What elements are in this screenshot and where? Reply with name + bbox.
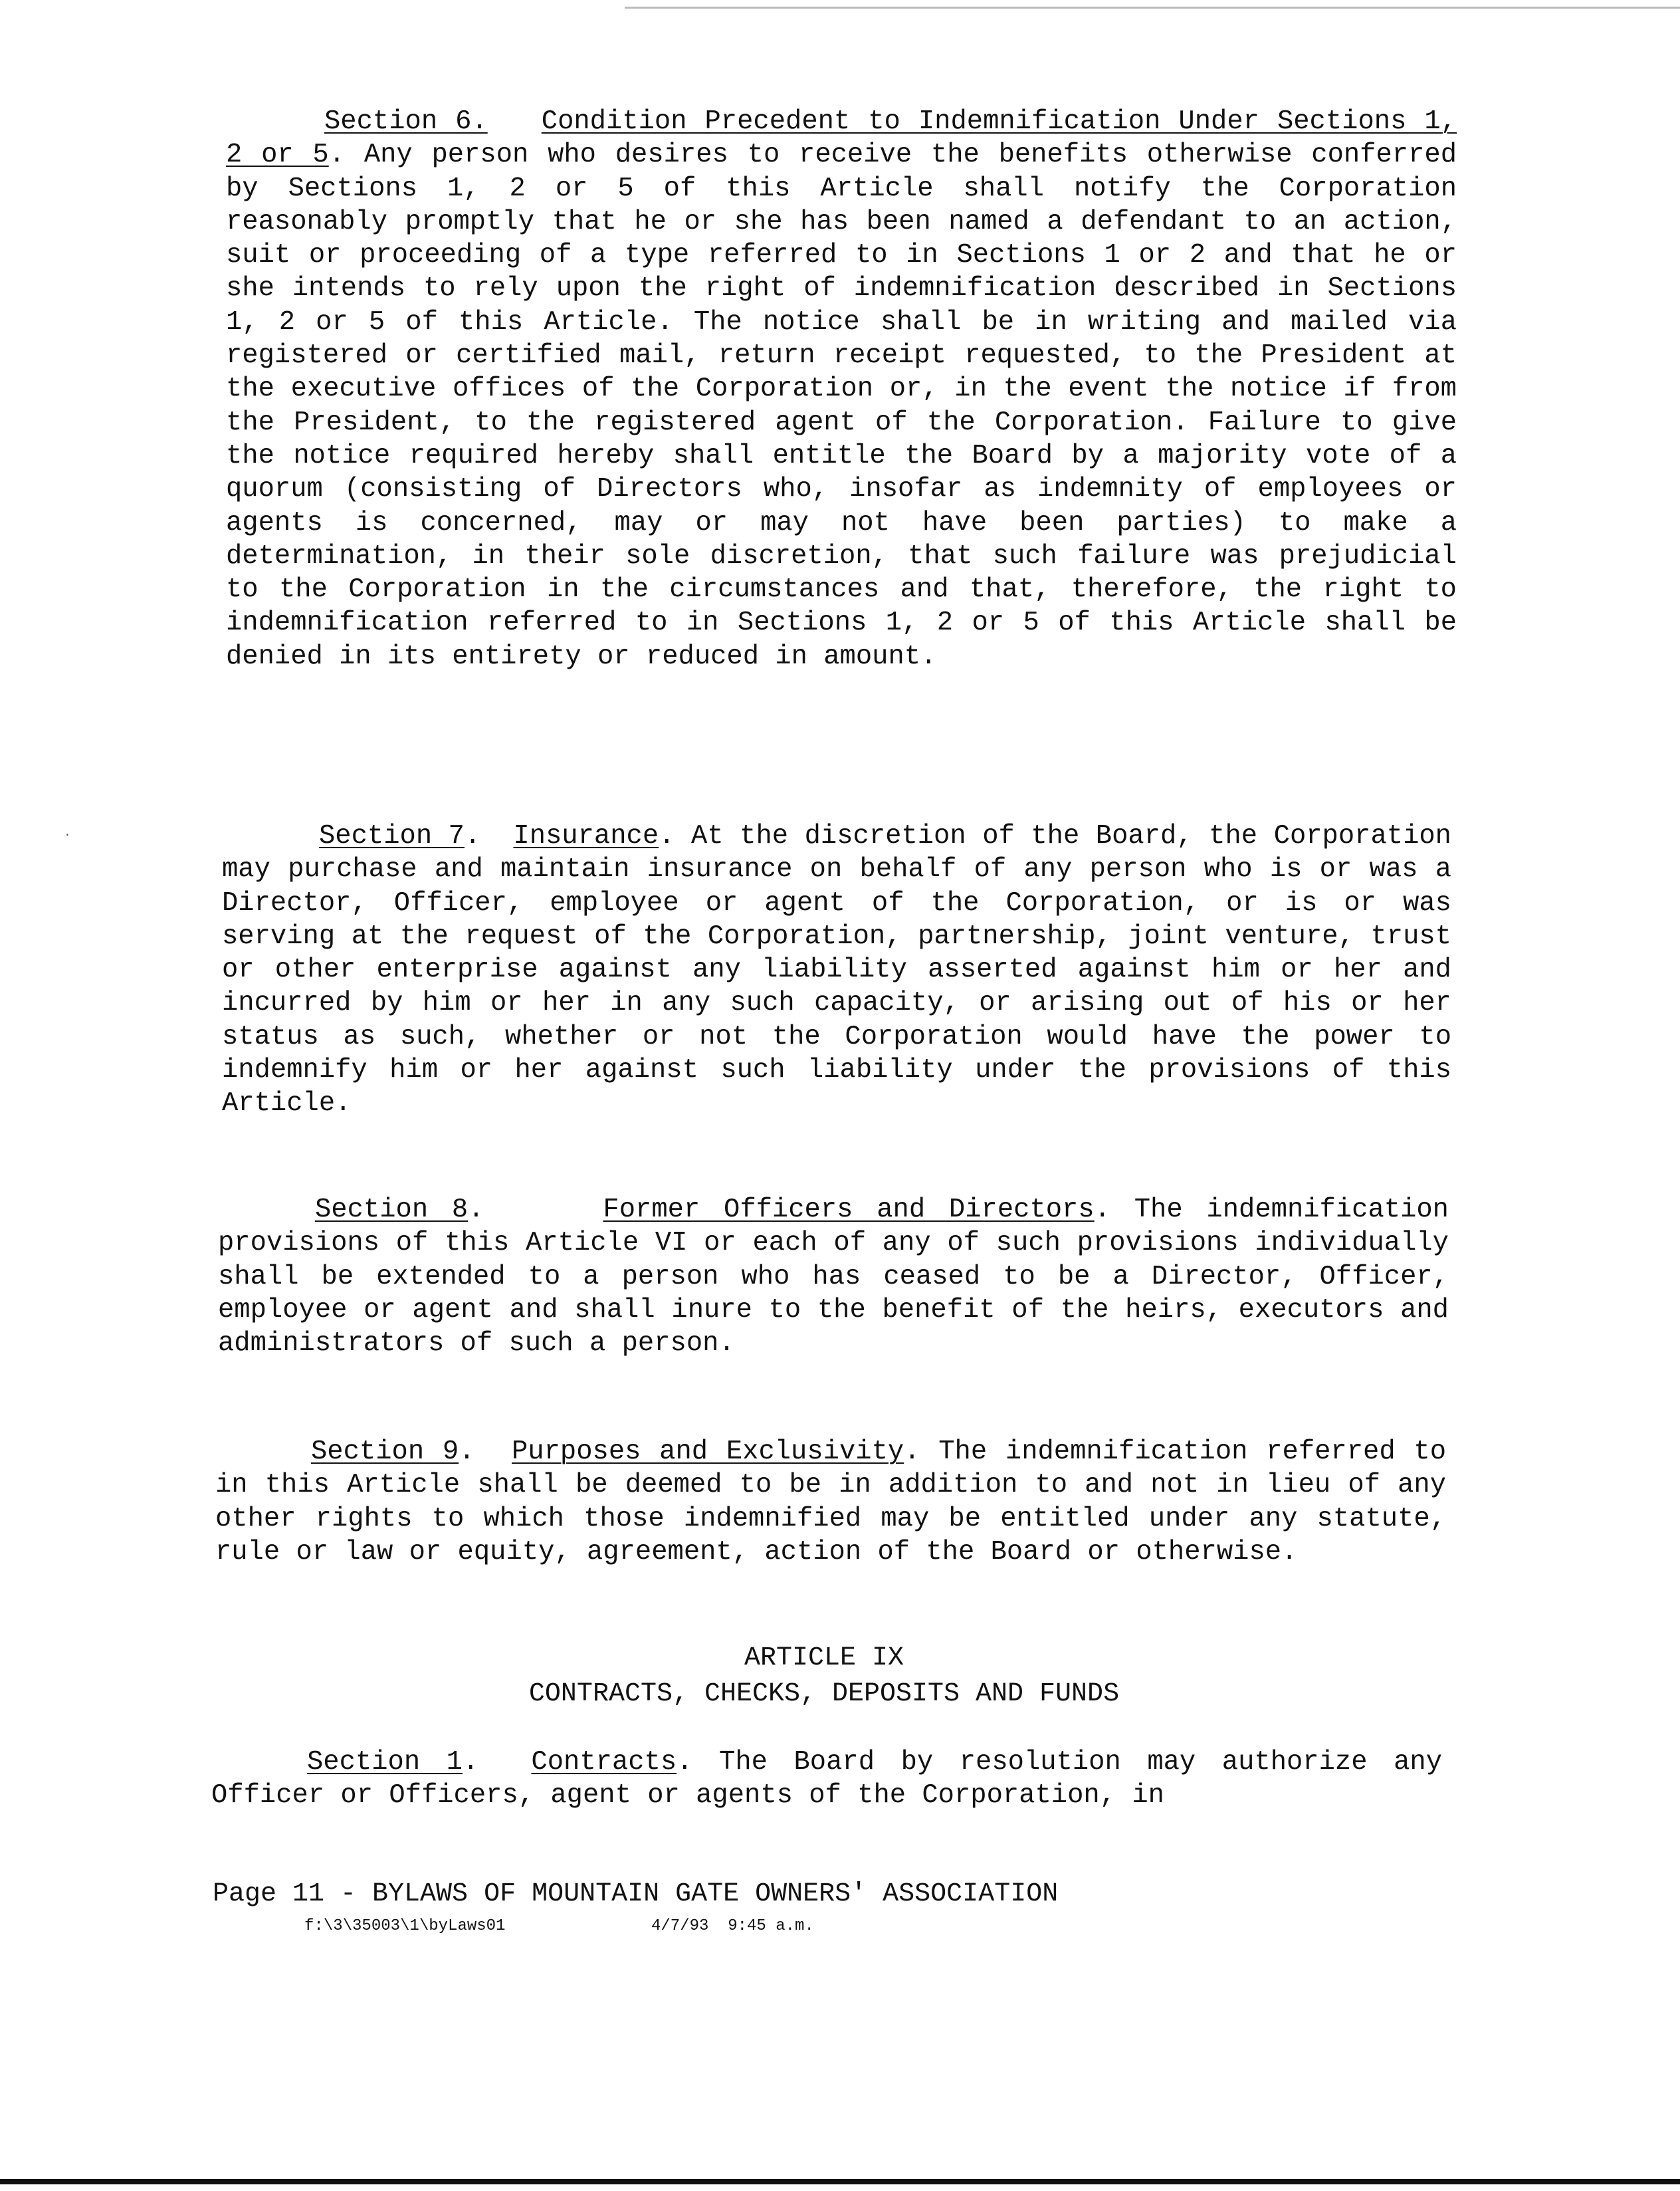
footer-date-time: 4/7/93 9:45 a.m. xyxy=(651,1917,814,1935)
section-6-paragraph xyxy=(226,105,1457,673)
section-9-body: . The indemnification referred to in this Article shall be deemed to be in addition to and not in lieu of any other rights to which those indemnified may be entitled under any statute, rule or law or equity, agreement, action of the Board or otherwise. xyxy=(215,1437,1446,1567)
top-rule xyxy=(625,7,1680,9)
section-9-paragraph: Section 9. Purposes and Exclusivity. The indemnification referred to in this Article shall be deemed to be in addition to and not in lieu of any other rights to which those indemnified may be entitled under any statute, rule or law or equity, agreement, action of the Board or otherwise. xyxy=(215,1437,1446,1567)
article-title: CONTRACTS, CHECKS, DEPOSITS AND FUNDS xyxy=(528,1679,1120,1709)
article-9-section-1-heading: Section 1 xyxy=(307,1747,463,1778)
footer-page-line: Page 11 - BYLAWS OF MOUNTAIN GATE OWNERS' ASSOCIATION xyxy=(213,1879,1059,1909)
section-8-body: . The indemnification provisions of this Article VI or each of any of such provisions individually shall be extended to a person who has ceased to be a Director, Officer, employee or agent and shall inure to the benefit of the heirs, executors and administrators of such a person. xyxy=(218,1195,1449,1359)
footer-file-path: f:\3\35003\1\byLaws01 xyxy=(304,1917,506,1935)
section-6-heading: Section 6. xyxy=(324,106,488,137)
section-6-title: Condition Precedent to Indemnification Under Sections 1, 2 or 5 xyxy=(226,106,1457,171)
section-8-paragraph: Section 8. Former Officers and Directors. The indemnification provisions of this Article VI or each of any of such provisions individually shall be extended to a person who has ceased to be a Director, Officer, employee or agent and shall inure to the benefit of the heirs, executors and administrators of such a person. xyxy=(218,1195,1449,1359)
section-7-title: Insurance xyxy=(513,821,659,852)
section-7-heading: Section 7 xyxy=(319,821,465,852)
section-8-title: Former Officers and Directors xyxy=(603,1195,1095,1225)
article-9-section-1-title: Contracts xyxy=(531,1747,677,1778)
scan-speck: · xyxy=(64,829,71,842)
article-9-section-1-body: . The Board by resolution may authorize any Officer or Officers, agent or agents of the Corporation, in xyxy=(211,1747,1442,1811)
article-number: ARTICLE IX xyxy=(744,1643,904,1673)
section-9-heading: Section 9 xyxy=(311,1437,459,1467)
section-8-heading: Section 8 xyxy=(315,1195,469,1225)
section-6-body: . Any person who desires to receive the benefits otherwise conferred by Sections 1, 2 or 5 of this Article shall notify the Corporation reasonably promptly that he or she has been named a defendant to an action, suit or proceeding of a type referred to in Sections 1 or 2 and that he or she intends to rely upon the right of indemnification described in Sections 1, 2 or 5 of this Article. The notice shall be in writing and mailed via registered or certified mail, return receipt requested, to the President at the executive offices of the Corporation or, in the event the notice if from the President, to the registered agent of the Corporation. Failure to give the notice required hereby shall entitle the Board by a majority vote of a quorum (consisting of Directors who, insofar as indemnity of employees or agents is concerned, may or may not have been parties) to make a determination, in their sole discretion, that such failure was prejudicial to the Corporation in the circumstances and that, therefore, the right to indemnification referred to in Sections 1, 2 or 5 of this Article shall be denied in its entirety or reduced in amount. xyxy=(226,140,1457,672)
section-7-paragraph: Section 7. Insurance. At the discretion of the Board, the Corporation may purchase and maintain insurance on behalf of any person who is or was a Director, Officer, employee or agent of the Corporation, or is or was serving at the request of the Corporation, partnership, joint venture, trust or other enterprise against any liability asserted against him or her and incurred by him or her in any such capacity, or arising out of his or her status as such, whether or not the Corporation would have the power to indemnify him or her against such liability under the provisions of this Article. xyxy=(222,821,1451,1119)
section-9-title: Purposes and Exclusivity xyxy=(512,1437,904,1467)
section-7-body: . At the discretion of the Board, the Corporation may purchase and maintain insurance on behalf of any person who is or was a Director, Officer, employee or agent of the Corporation, or is or was serving at the request of the Corporation, partnership, joint venture, trust or other enterprise against any liability asserted against him or her and incurred by him or her in any such capacity, or arising out of his or her status as such, whether or not the Corporation would have the power to indemnify him or her against such liability under the provisions of this Article. xyxy=(222,821,1451,1119)
bottom-rule xyxy=(0,2179,1680,2184)
article-9-section-1-paragraph: Section 1. Contracts. The Board by resolution may authorize any Officer or Officers, agent or agents of the Corporation, in xyxy=(211,1747,1442,1811)
